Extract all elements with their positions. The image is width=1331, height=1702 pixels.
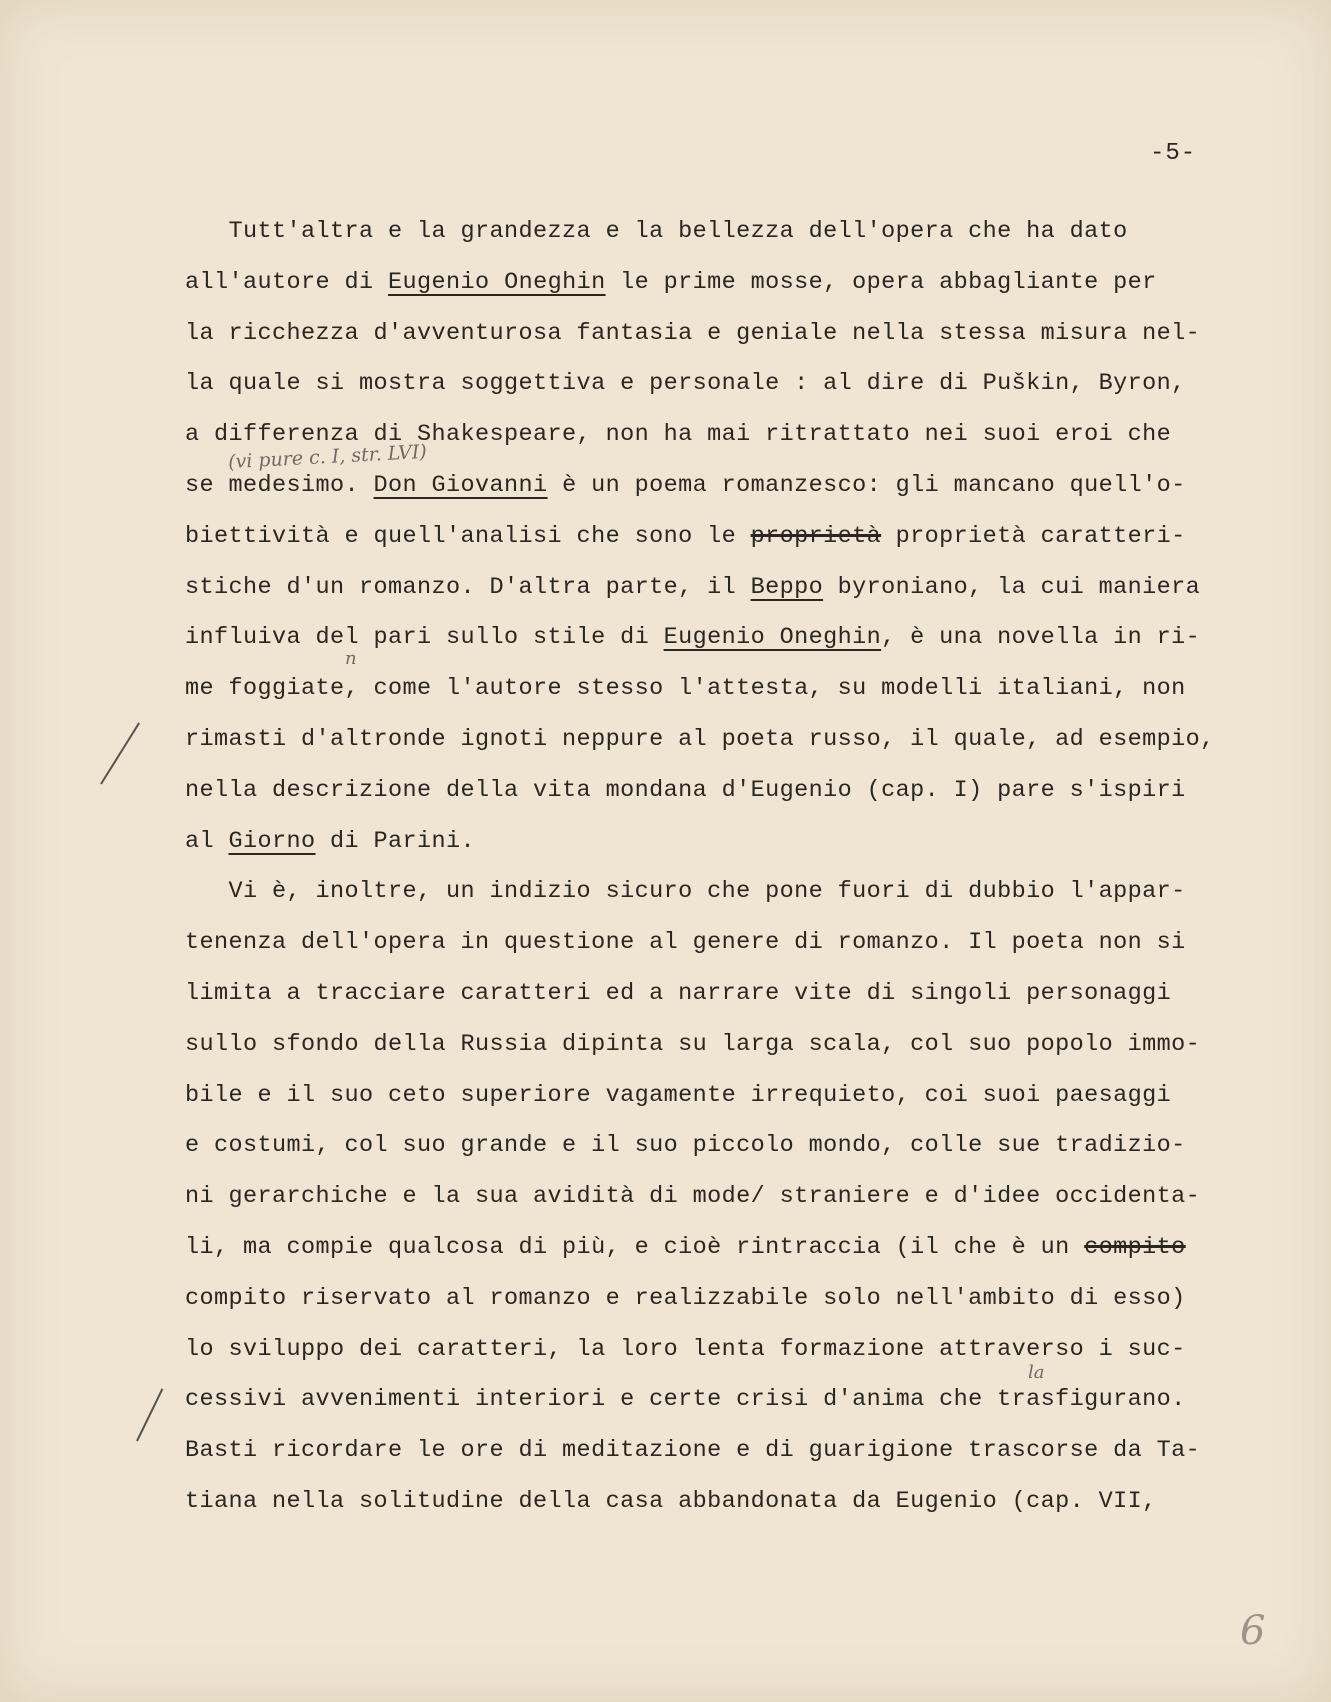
- text-segment: le prime mosse, opera abbagliante per: [605, 268, 1157, 296]
- struck-word: proprietà: [750, 522, 882, 550]
- text-segment: lo sviluppo dei caratteri, la loro lenta formazione attraverso i suc-: [185, 1335, 1186, 1363]
- text-segment: se medesimo.: [185, 471, 374, 499]
- text-segment: li, ma compie qualcosa di più, e cioè rintraccia (il che è un: [185, 1233, 1085, 1261]
- text-line: [185, 715, 1265, 766]
- text-segment: Vi è, inoltre, un indizio sicuro che pone fuori di dubbio l'appar-: [185, 878, 1186, 906]
- page-number: -5-: [1150, 140, 1197, 167]
- text-line: [185, 359, 1265, 410]
- text-line: [185, 969, 1265, 1020]
- text-line: [185, 1477, 1265, 1528]
- text-segment: me foggiate, come l'autore stesso l'attesta, su modelli italiani, non: [185, 675, 1186, 703]
- text-line: [185, 1172, 1265, 1223]
- text-segment: influiva del pari sullo stile di: [185, 624, 664, 652]
- margin-tick-mark: [100, 722, 140, 784]
- text-segment: Tutt'altra e la grandezza e la bellezza dell'opera che ha dato: [185, 218, 1128, 245]
- margin-tick-mark: [136, 1388, 163, 1441]
- underlined-title: Eugenio Oneghin: [388, 268, 606, 296]
- text-segment: proprietà caratteri-: [881, 522, 1186, 550]
- text-segment: nella descrizione della vita mondana d'Eugenio (cap. I) pare s'ispiri: [185, 776, 1186, 804]
- text-line: [185, 1121, 1265, 1172]
- text-segment: stiche d'un romanzo. D'altra parte, il: [185, 573, 751, 601]
- text-line: [185, 766, 1265, 817]
- text-line: [185, 918, 1265, 969]
- text-segment: byroniano, la cui maniera: [823, 573, 1201, 601]
- text-line: [185, 1223, 1265, 1274]
- underlined-title: Eugenio Oneghin: [663, 624, 882, 652]
- text-segment: cessivi avvenimenti interiori e certe crisi d'anima che trasfigurano.: [185, 1386, 1186, 1414]
- text-line: [185, 1020, 1265, 1071]
- text-line: [185, 1274, 1265, 1325]
- underlined-title: Don Giovanni: [373, 471, 548, 499]
- text-line: [185, 461, 1265, 512]
- text-segment: bile e il suo ceto superiore vagamente irrequieto, coi suoi paesaggi: [185, 1081, 1172, 1109]
- text-segment: al: [185, 827, 229, 855]
- text-line: [185, 563, 1265, 614]
- text-segment: , è una novella in ri-: [881, 624, 1201, 652]
- text-line: [185, 207, 1265, 258]
- underlined-title: Giorno: [228, 827, 316, 855]
- text-line: [185, 258, 1265, 309]
- typed-body-text: [185, 207, 1265, 1528]
- text-line: [185, 309, 1265, 360]
- text-segment: la ricchezza d'avventurosa fantasia e geniale nella stessa misura nel-: [185, 319, 1201, 347]
- text-line: [185, 867, 1265, 918]
- text-segment: ni gerarchiche e la sua avidità di mode/ straniere e d'idee occidenta-: [185, 1183, 1201, 1211]
- text-segment: di Parini.: [315, 827, 476, 855]
- text-segment: sullo sfondo della Russia dipinta su larga scala, col suo popolo immo-: [185, 1030, 1201, 1058]
- text-line: [185, 1071, 1265, 1122]
- text-segment: all'autore di: [185, 268, 389, 296]
- struck-word: compito: [1084, 1233, 1186, 1261]
- text-segment: tenenza dell'opera in questione al genere di romanzo. Il poeta non si: [185, 929, 1186, 957]
- text-segment: a differenza di Shakespeare, non ha mai ritrattato nei suoi eroi che: [185, 421, 1172, 449]
- text-segment: Basti ricordare le ore di meditazione e di guarigione trascorse da Ta-: [185, 1437, 1201, 1465]
- text-segment: la quale si mostra soggettiva e personale : al dire di Puškin, Byron,: [185, 370, 1186, 398]
- text-line: [185, 1426, 1265, 1477]
- text-segment: compito riservato al romanzo e realizzabile solo nell'ambito di esso): [185, 1284, 1186, 1312]
- text-segment: tiana nella solitudine della casa abbandonata da Eugenio (cap. VII,: [185, 1487, 1157, 1515]
- text-line: [185, 1325, 1265, 1376]
- text-segment: rimasti d'altronde ignoti neppure al poeta russo, il quale, ad esempio,: [185, 725, 1215, 753]
- insertion-mark-la: la: [1028, 1362, 1045, 1383]
- text-segment: e costumi, col suo grande e il suo piccolo mondo, colle sue tradizio-: [185, 1132, 1186, 1160]
- pencil-page-mark: 6: [1240, 1608, 1266, 1654]
- text-segment: biettività e quell'analisi che sono le: [185, 522, 751, 550]
- text-line: [185, 512, 1265, 563]
- insertion-mark-n: n: [345, 648, 357, 669]
- underlined-title: Beppo: [750, 573, 824, 601]
- text-line: [185, 1375, 1265, 1426]
- text-line: [185, 817, 1265, 868]
- marginal-note: (vi pure c. I, str. LVI): [227, 440, 428, 474]
- text-line: [185, 664, 1265, 715]
- text-segment: limita a tracciare caratteri ed a narrare vite di singoli personaggi: [185, 979, 1172, 1007]
- text-segment: è un poema romanzesco: gli mancano quell'o-: [547, 471, 1186, 499]
